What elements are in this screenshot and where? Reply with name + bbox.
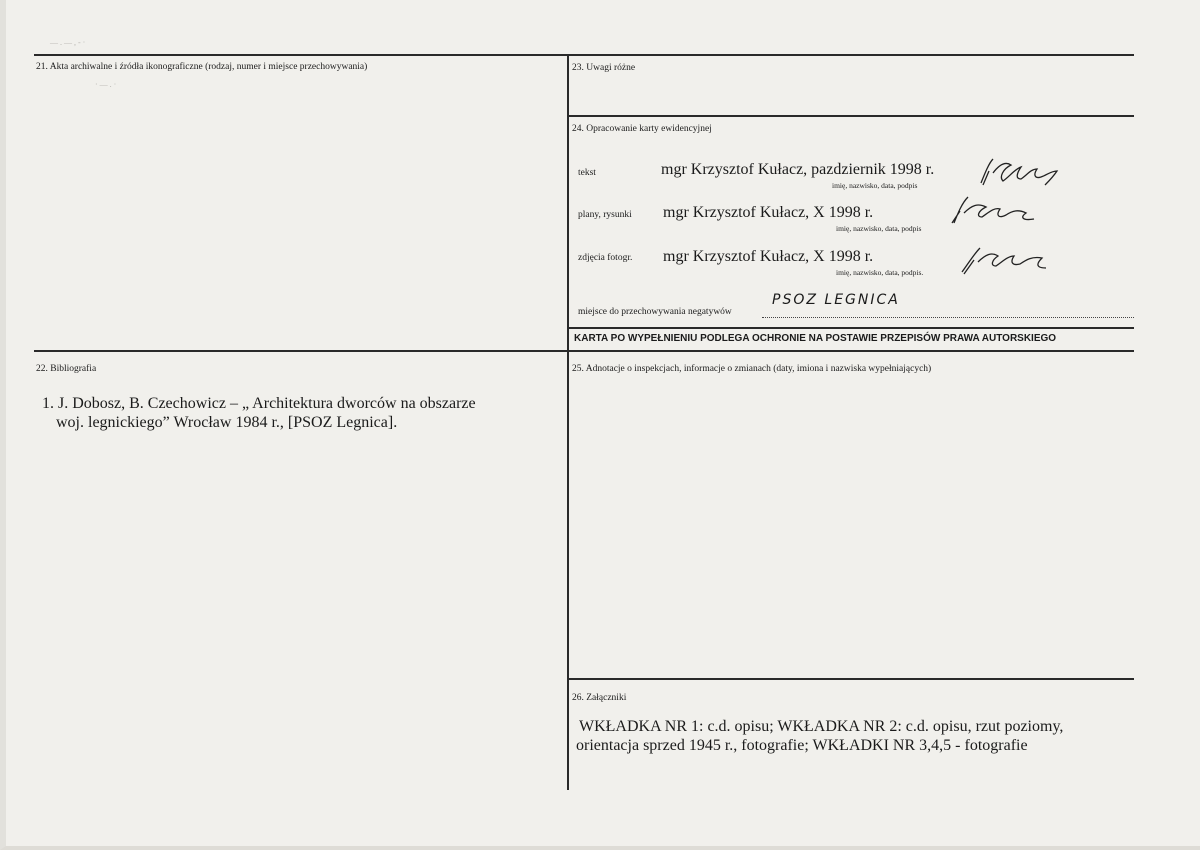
s24-field-label: zdjęcia fotogr.	[578, 253, 633, 263]
negatives-dotted-line	[762, 317, 1134, 318]
rule-s24-notice-top	[567, 327, 1134, 329]
s24-field-caption: imię, nazwisko, data, podpis.	[836, 268, 924, 277]
attachments-line-2: orientacja sprzed 1945 r., fotografie; WKŁADKI NR 3,4,5 - fotografie	[576, 737, 1028, 754]
section-24-label: 24. Opracowanie karty ewidencyjnej	[572, 124, 712, 134]
rule-s23-bottom	[567, 115, 1134, 117]
section-21-label: 21. Akta archiwalne i źródła ikonograficzne (rodzaj, numer i miejsce przechowywania)	[36, 62, 368, 72]
rule-top	[34, 54, 1134, 56]
attachments-line-1: WKŁADKA NR 1: c.d. opisu; WKŁADKA NR 2: c.d. opisu, rzut poziomy,	[579, 718, 1064, 735]
signature-3	[958, 242, 1048, 276]
bibliography-entry-line-2: woj. legnickiego” Wrocław 1984 r., [PSOZ Legnica].	[56, 414, 398, 431]
rule-center	[567, 54, 569, 790]
section-25-label: 25. Adnotacje o inspekcjach, informacje o zmianach (daty, imiona i nazwiska wypełniających)	[572, 364, 932, 374]
s24-field-caption: imię, nazwisko, data, podpis	[836, 224, 922, 233]
signature-1	[975, 155, 1065, 189]
s24-field-value: mgr Krzysztof Kułacz, X 1998 r.	[663, 204, 874, 221]
section-23-label: 23. Uwagi różne	[572, 63, 636, 73]
section-26-label: 26. Załączniki	[572, 693, 627, 703]
negatives-label: miejsce do przechowywania negatywów	[578, 307, 732, 317]
bleed-through-mark: — . — , - ·	[50, 38, 86, 47]
s24-field-label: tekst	[578, 168, 596, 178]
section-22-label: 22. Bibliografia	[36, 364, 97, 374]
bleed-through-mark: · — . ·	[95, 80, 117, 89]
rule-middle	[34, 350, 1134, 352]
s24-field-value: mgr Krzysztof Kułacz, pazdziernik 1998 r.	[661, 161, 935, 178]
bibliography-entry-line-1: 1. J. Dobosz, B. Czechowicz – „ Architektura dworców na obszarze	[42, 395, 476, 412]
copyright-notice: KARTA PO WYPEŁNIENIU PODLEGA OCHRONIE NA POSTAWIE PRZEPISÓW PRAWA AUTORSKIEGO	[574, 333, 1057, 344]
rule-s26-top	[567, 678, 1134, 680]
signature-2	[948, 193, 1038, 227]
negatives-value: PSOZ LEGNICA	[772, 292, 900, 308]
s24-field-value: mgr Krzysztof Kułacz, X 1998 r.	[663, 248, 874, 265]
s24-field-caption: imię, nazwisko, data, podpis	[832, 181, 918, 190]
s24-field-label: plany, rysunki	[578, 210, 632, 220]
